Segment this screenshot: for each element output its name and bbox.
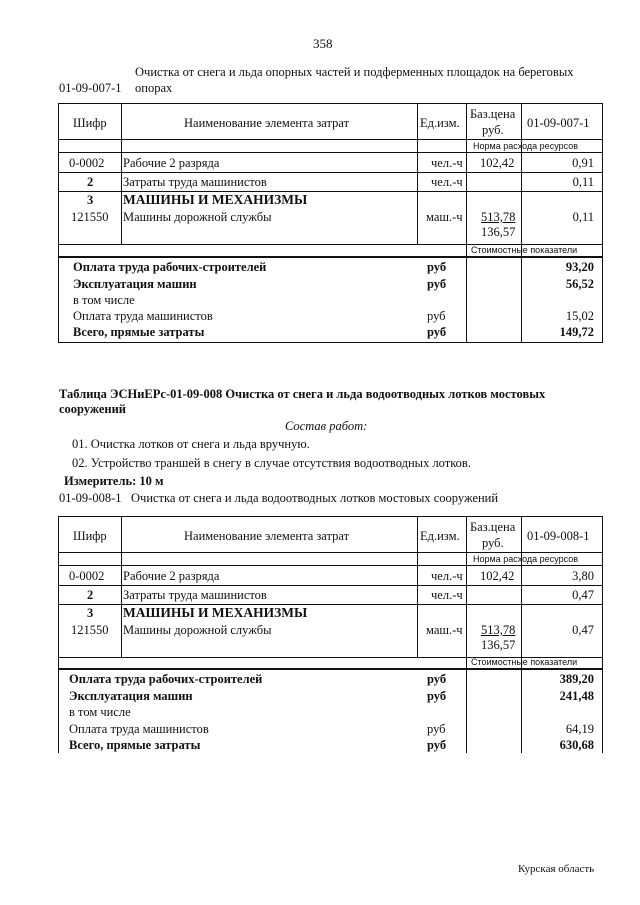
table-row-code: 3 (87, 193, 94, 207)
col-header-unit: Ед.изм. (420, 529, 460, 543)
table-row-name: МАШИНЫ И МЕХАНИЗМЫ (123, 605, 308, 620)
table-row-code: 0-0002 (69, 156, 105, 170)
resource-table-1 (58, 103, 603, 343)
cost-row-name: Оплата труда рабочих-строителей (73, 260, 267, 274)
cost-label: Стоимостные показатели (471, 657, 578, 667)
meter: Измеритель: 10 м (64, 474, 164, 488)
table-row-unit: чел.-ч (431, 175, 463, 189)
col-header-base-unit: руб. (482, 536, 504, 550)
col-header-code: Шифр (73, 529, 107, 543)
table-row-name: Затраты труда машинистов (123, 588, 267, 602)
table-row-value: 3,80 (572, 569, 594, 583)
cost-row-name: Эксплуатация машин (69, 689, 193, 703)
cost-row-value: 15,02 (565, 309, 594, 323)
table-row-name: МАШИНЫ И МЕХАНИЗМЫ (123, 192, 308, 207)
norm-label: Норма расхода ресурсов (473, 554, 578, 564)
cost-row-name: в том числе (69, 705, 131, 719)
work-item: 01. Очистка лотков от снега и льда вручную. (72, 437, 310, 451)
cost-row-value: 389,20 (559, 672, 594, 686)
works-title: Состав работ: (285, 419, 368, 433)
table-row-code: 2 (87, 175, 94, 189)
col-header-base-price: Баз.цена (470, 107, 516, 121)
table-row-code: 121550 (71, 623, 109, 637)
table-row-unit: маш.-ч (426, 623, 463, 637)
table-row-unit: чел.-ч (431, 569, 463, 583)
cost-row-unit: руб (427, 672, 447, 686)
table-row-price: 102,42 (480, 156, 515, 170)
col-header-norm: 01-09-007-1 (527, 116, 590, 130)
cost-row-name: Эксплуатация машин (73, 277, 197, 291)
section1-title-cont: опорах (135, 81, 173, 95)
cost-row-name: Оплата труда машинистов (69, 722, 209, 736)
table-row-name: Рабочие 2 разряда (123, 156, 220, 170)
table-row-price2: 136,57 (481, 638, 516, 652)
table-row-name: Машины дорожной службы (123, 210, 272, 224)
cost-row-value: 630,68 (559, 738, 594, 752)
cost-row-value: 56,52 (565, 277, 594, 291)
section2-heading-cont: сооружений (59, 402, 126, 416)
section2-code: 01-09-008-1 (59, 491, 122, 505)
resource-table-2 (58, 516, 603, 753)
col-header-name: Наименование элемента затрат (184, 116, 350, 130)
section1-title: Очистка от снега и льда опорных частей и подферменных площадок на береговых (135, 65, 574, 79)
cost-row-name: в том числе (73, 293, 135, 307)
cost-label: Стоимостные показатели (471, 245, 578, 255)
cost-row-unit: руб (427, 689, 447, 703)
section2-heading: Таблица ЭСНиЕРс-01-09-008 Очистка от снега и льда водоотводных лотков мостовых (59, 387, 546, 401)
table-row-value: 0,11 (572, 175, 594, 189)
col-header-norm: 01-09-008-1 (527, 529, 590, 543)
table-row-name: Затраты труда машинистов (123, 175, 267, 189)
col-header-unit: Ед.изм. (420, 116, 460, 130)
table-row-price2: 136,57 (481, 225, 516, 239)
footer-region: Курская область (518, 863, 595, 875)
table-row-name: Рабочие 2 разряда (123, 569, 220, 583)
table-row-code: 121550 (71, 210, 109, 224)
table-row-price: 102,42 (480, 569, 515, 583)
section1-code: 01-09-007-1 (59, 81, 122, 95)
page-number: 358 (313, 36, 333, 51)
cost-row-unit: руб (427, 722, 446, 736)
col-header-name: Наименование элемента затрат (184, 529, 350, 543)
table-row-value: 0,91 (572, 156, 594, 170)
cost-row-name: Всего, прямые затраты (73, 325, 205, 339)
table-row-value: 0,11 (572, 210, 594, 224)
cost-row-unit: руб (427, 277, 447, 291)
work-item: 02. Устройство траншей в снегу в случае отсутствия водоотводных лотков. (72, 456, 471, 470)
cost-row-unit: руб (427, 325, 447, 339)
table-row-code: 0-0002 (69, 569, 105, 583)
col-header-code: Шифр (73, 116, 107, 130)
table-row-name: Машины дорожной службы (123, 623, 272, 637)
table-row-value: 0,47 (572, 588, 594, 602)
col-header-base-unit: руб. (482, 123, 504, 137)
cost-row-value: 241,48 (559, 689, 594, 703)
cost-row-name: Оплата труда рабочих-строителей (69, 672, 263, 686)
cost-row-unit: руб (427, 309, 446, 323)
col-header-base-price: Баз.цена (470, 520, 516, 534)
cost-row-value: 149,72 (559, 325, 594, 339)
table-row-code: 2 (87, 588, 94, 602)
table-row-price: 513,78 (481, 623, 516, 637)
table-row-unit: чел.-ч (431, 588, 463, 602)
cost-row-name: Всего, прямые затраты (69, 738, 201, 752)
table-row-unit: маш.-ч (426, 210, 463, 224)
section2-title: Очистка от снега и льда водоотводных лотков мостовых сооружений (131, 491, 499, 505)
cost-row-value: 93,20 (565, 260, 594, 274)
cost-row-value: 64,19 (565, 722, 594, 736)
cost-row-unit: руб (427, 738, 447, 752)
table-row-unit: чел.-ч (431, 156, 463, 170)
table-row-code: 3 (87, 606, 94, 620)
cost-row-name: Оплата труда машинистов (73, 309, 213, 323)
table-row-value: 0,47 (572, 623, 594, 637)
norm-label: Норма расхода ресурсов (473, 141, 578, 151)
cost-row-unit: руб (427, 260, 447, 274)
table-row-price: 513,78 (481, 210, 516, 224)
